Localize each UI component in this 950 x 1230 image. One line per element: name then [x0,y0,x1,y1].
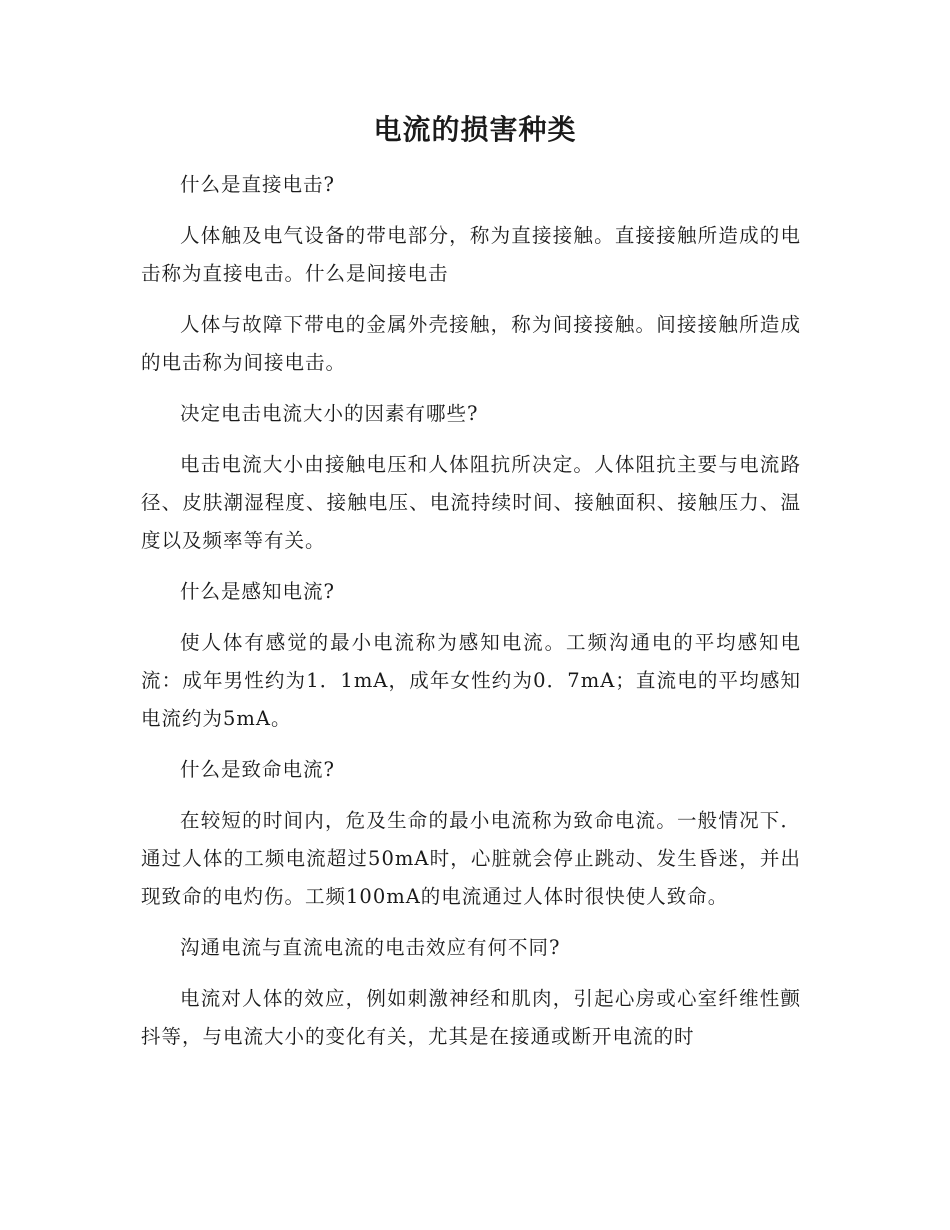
answer-shock-current-factors: 电击电流大小由接触电压和人体阻抗所决定。人体阻抗主要与电流路径、皮肤潮湿程度、接触电压、电流持续时间、接触面积、接触压力、温度以及频率等有关。 [141,453,801,552]
question-perception-current: 什么是感知电流? [180,580,335,603]
answer-indirect-shock: 人体与故障下带电的金属外壳接触，称为间接接触。间接接触所造成的电击称为间接电击。 [141,313,801,374]
answer-ac-dc-difference: 电流对人体的效应，例如刺激神经和肌肉，引起心房或心室纤维性颤抖等，与电流大小的变化有关，尤其是在接通或断开电流的时 [141,987,801,1048]
answer-perception-current: 使人体有感觉的最小电流称为感知电流。工频沟通电的平均感知电流：成年男性约为1．1mA，成年女性约为0．7mA；直流电的平均感知电流约为5mA。 [141,631,801,730]
question-lethal-current: 什么是致命电流? [180,758,335,781]
question-ac-dc-difference: 沟通电流与直流电流的电击效应有何不同? [180,936,561,959]
document-title: 电流的损害种类 [373,113,577,146]
document-body [141,166,801,1069]
answer-direct-shock: 人体触及电气设备的带电部分，称为直接接触。直接接触所造成的电击称为直接电击。什么是间接电击 [141,224,801,285]
question-direct-shock: 什么是直接电击? [180,173,335,196]
question-shock-current-factors: 决定电击电流大小的因素有哪些? [180,402,479,425]
answer-lethal-current: 在较短的时间内，危及生命的最小电流称为致命电流。一般情况下．通过人体的工频电流超过50mA时，心脏就会停止跳动、发生昏迷，并出现致命的电灼伤。工频100mA的电流通过人体时很快使人致命。 [141,809,801,908]
